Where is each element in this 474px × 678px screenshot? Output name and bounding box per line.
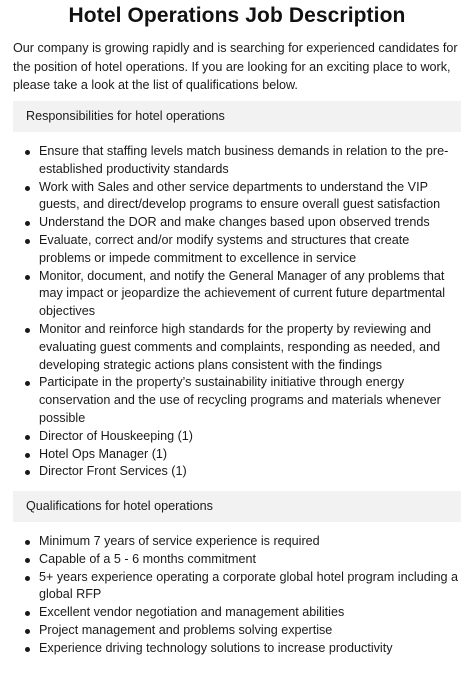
list-item-text: Participate in the property’s sustainability initiative through energy conservation and the use of recycling programs and materials whenever possible [39, 375, 441, 425]
list-item [21, 604, 461, 622]
list-item [21, 232, 461, 268]
list-item-text: Understand the DOR and make changes based upon observed trends [39, 215, 430, 230]
list-item-text: Monitor and reinforce high standards for the property by reviewing and evaluating guest comments and complaints, responding as needed, and developing strategic actions plans consistent with the findings [39, 321, 441, 372]
list-item [21, 569, 461, 605]
list-item [21, 179, 461, 215]
bullet-icon [25, 150, 30, 155]
list-item [21, 214, 461, 232]
bullet-icon [25, 275, 30, 280]
list-item [21, 551, 461, 569]
list-item-text: Monitor, document, and notify the General Manager of any problems that may impact or jeopardize the achievement of current future departmental objectives [39, 268, 446, 319]
list-item [21, 143, 461, 179]
bullet-icon [25, 453, 30, 458]
list-item-text: Minimum 7 years of service experience is required [39, 534, 320, 548]
bullet-icon [25, 328, 30, 333]
list-item-text: Project management and problems solving expertise [39, 622, 333, 637]
list-item-text: Hotel Ops Manager (1) [39, 446, 168, 461]
bullet-icon [25, 647, 30, 652]
intro-paragraph: Our company is growing rapidly and is searching for experienced candidates for the position of hotel operations. If you are looking for an exciting place to work, please take a look at the list of qualifications below. [13, 41, 458, 92]
qualifications-list [21, 533, 461, 658]
list-item [21, 374, 461, 427]
bullet-icon [25, 540, 30, 545]
list-item-text: Director of Houskeeping (1) [39, 428, 193, 443]
list-item [21, 446, 461, 464]
list-item-text: Capable of a 5 - 6 months commitment [39, 551, 256, 566]
list-item [21, 622, 461, 640]
bullet-icon [25, 576, 30, 581]
bullet-icon [25, 470, 30, 475]
list-item [21, 463, 461, 481]
list-item-text: Work with Sales and other service departments to understand the VIP guests, and direct/develop programs to ensure overall guest satisfaction [39, 179, 441, 212]
bullet-icon [25, 611, 30, 616]
responsibilities-list [21, 143, 461, 481]
page-title: Hotel Operations Job Description [68, 4, 406, 27]
list-item [21, 321, 461, 374]
list-item [21, 640, 461, 658]
list-item-text: Experience driving technology solutions to increase productivity [39, 640, 393, 655]
list-item-text: Ensure that staffing levels match business demands in relation to the pre-established productivity standards [39, 144, 449, 176]
list-item [21, 268, 461, 321]
bullet-icon [25, 221, 30, 226]
list-item-text: Excellent vendor negotiation and management abilities [39, 605, 345, 620]
list-item [21, 533, 461, 551]
list-item-text: 5+ years experience operating a corporate global hotel program including a global RFP [39, 569, 459, 602]
bullet-icon [25, 381, 30, 386]
list-item [21, 428, 461, 446]
bullet-icon [25, 239, 30, 244]
bullet-icon [25, 186, 30, 191]
qualifications-heading: Qualifications for hotel operations [13, 491, 461, 522]
responsibilities-heading: Responsibilities for hotel operations [13, 101, 461, 132]
list-item-text: Director Front Services (1) [39, 464, 187, 479]
list-item-text: Evaluate, correct and/or modify systems and structures that create problems or impede commitment to excellence in service [39, 232, 410, 265]
bullet-icon [25, 629, 30, 634]
bullet-icon [25, 435, 30, 440]
bullet-icon [25, 558, 30, 563]
